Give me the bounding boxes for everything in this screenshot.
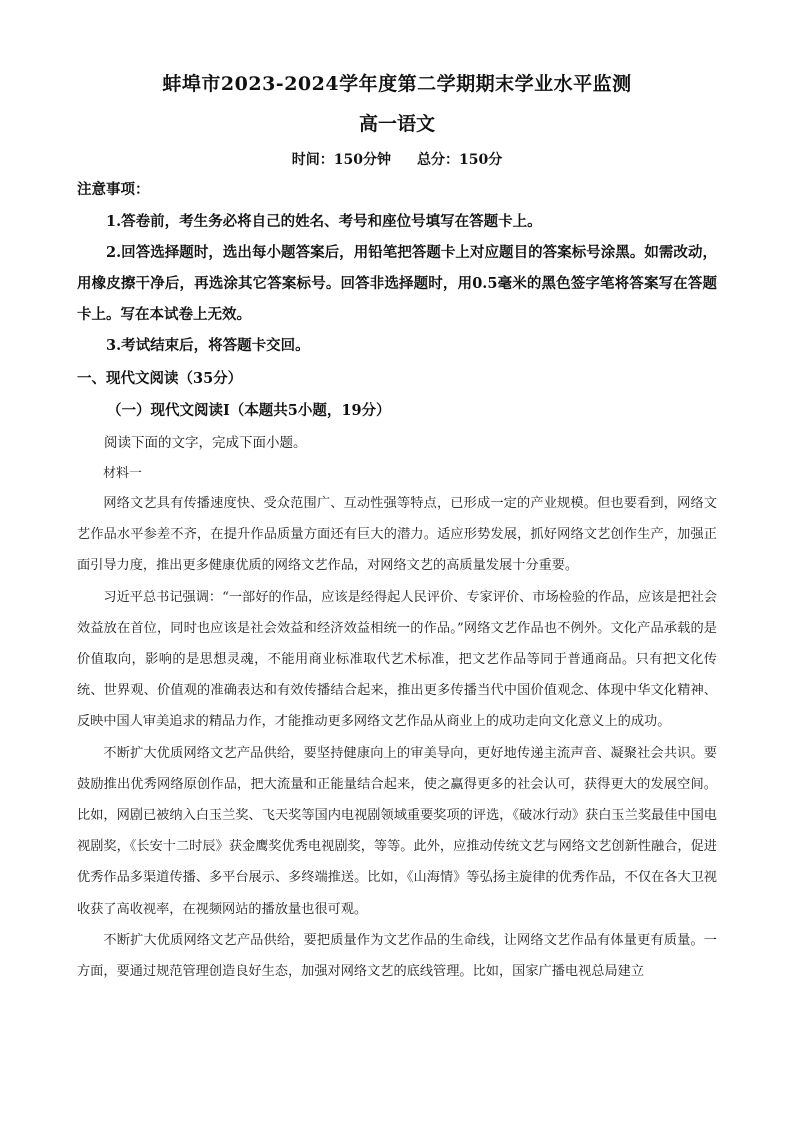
exam-total-score: 总分：150分 <box>417 152 503 168</box>
material-paragraph: 不断扩大优质网络文艺产品供给，要坚持健康向上的审美导向，更好地传递主流声音、凝聚社会共识。要鼓励推出优秀网络原创作品，把大流量和正能量结合起来，使之赢得更多的社会认可，获得更大的发展空间。比如，网剧已被纳入白玉兰奖、飞天奖等国内电视剧领域重要奖项的评选，《破冰行动》获白玉兰奖最佳中国电视剧奖，《长安十二时辰》获金鹰奖优秀电视剧奖，等等。此外，应推动传统文艺与网络文艺创新性融合，促进优秀作品多渠道传播、多平台展示、多终端推送。比如，《山海情》等弘扬主旋律的优秀作品，不仅在各大卫视收获了高收视率，在视频网站的播放量也很可观。 <box>77 745 717 917</box>
reading-instruction: 阅读下面的文字，完成下面小题。 <box>104 435 307 451</box>
exam-time-score <box>77 150 717 170</box>
material-paragraph: 网络文艺具有传播速度快、受众范围广、互动性强等特点，已形成一定的产业规模。但也要看到，网络文艺作品水平参差不齐，在提升作品质量方面还有巨大的潜力。适应形势发展，抓好网络文艺创作生产，加强正面引导力度，推出更多健康优质的网络文艺作品，对网络文艺的高质量发展十分重要。 <box>77 496 717 574</box>
sub-section-heading: （一）现代文阅读Ⅰ（本题共5小题，19分） <box>107 402 391 419</box>
exam-title: 蚌埠市2023-2024学年度第二学期期末学业水平监测 <box>162 73 632 95</box>
section-heading: 一、现代文阅读（35分） <box>77 370 243 387</box>
notice-item: 3.考试结束后，将答题卡交回。 <box>106 337 310 354</box>
material-paragraph: 习近平总书记强调：“一部好的作品，应该是经得起人民评价、专家评价、市场检验的作品，应该是把社会效益放在首位，同时也应该是社会效益和经济效益相统一的作品。”网络文艺作品也不例外。文化产品承载的是价值取向，影响的是思想灵魂，不能用商业标准取代艺术标准，把文艺作品等同于普通商品。只有把文化传统、世界观、价值观的准确表达和有效传播结合起来，推出更多传播当代中国价值观念、体现中华文化精神、反映中国人审美追求的精品力作，才能推动更多网络文艺作品从商业上的成功走向文化意义上的成功。 <box>77 589 717 730</box>
notice-item: 2.回答选择题时，选出每小题答案后，用铅笔把答题卡上对应题目的答案标号涂黑。如需改动，用橡皮擦干净后，再选涂其它答案标号。回答非选择题时，用0.5毫米的黑色签字笔将答案写在答题卡上。写在本试卷上无效。 <box>77 244 717 323</box>
material-paragraph: 不断扩大优质网络文艺产品供给，要把质量作为文艺作品的生命线，让网络文艺作品有体量更有质量。一方面，要通过规范管理创造良好生态，加强对网络文艺的底线管理。比如，国家广播电视总局建立 <box>77 932 717 980</box>
exam-time: 时间：150分钟 <box>291 152 391 168</box>
material-label: 材料一 <box>103 466 143 481</box>
notice-item: 1.答卷前，考生务必将自己的姓名、考号和座位号填写在答题卡上。 <box>106 213 542 230</box>
exam-subject: 高一语文 <box>358 113 435 135</box>
notice-heading: 注意事项： <box>77 181 150 198</box>
